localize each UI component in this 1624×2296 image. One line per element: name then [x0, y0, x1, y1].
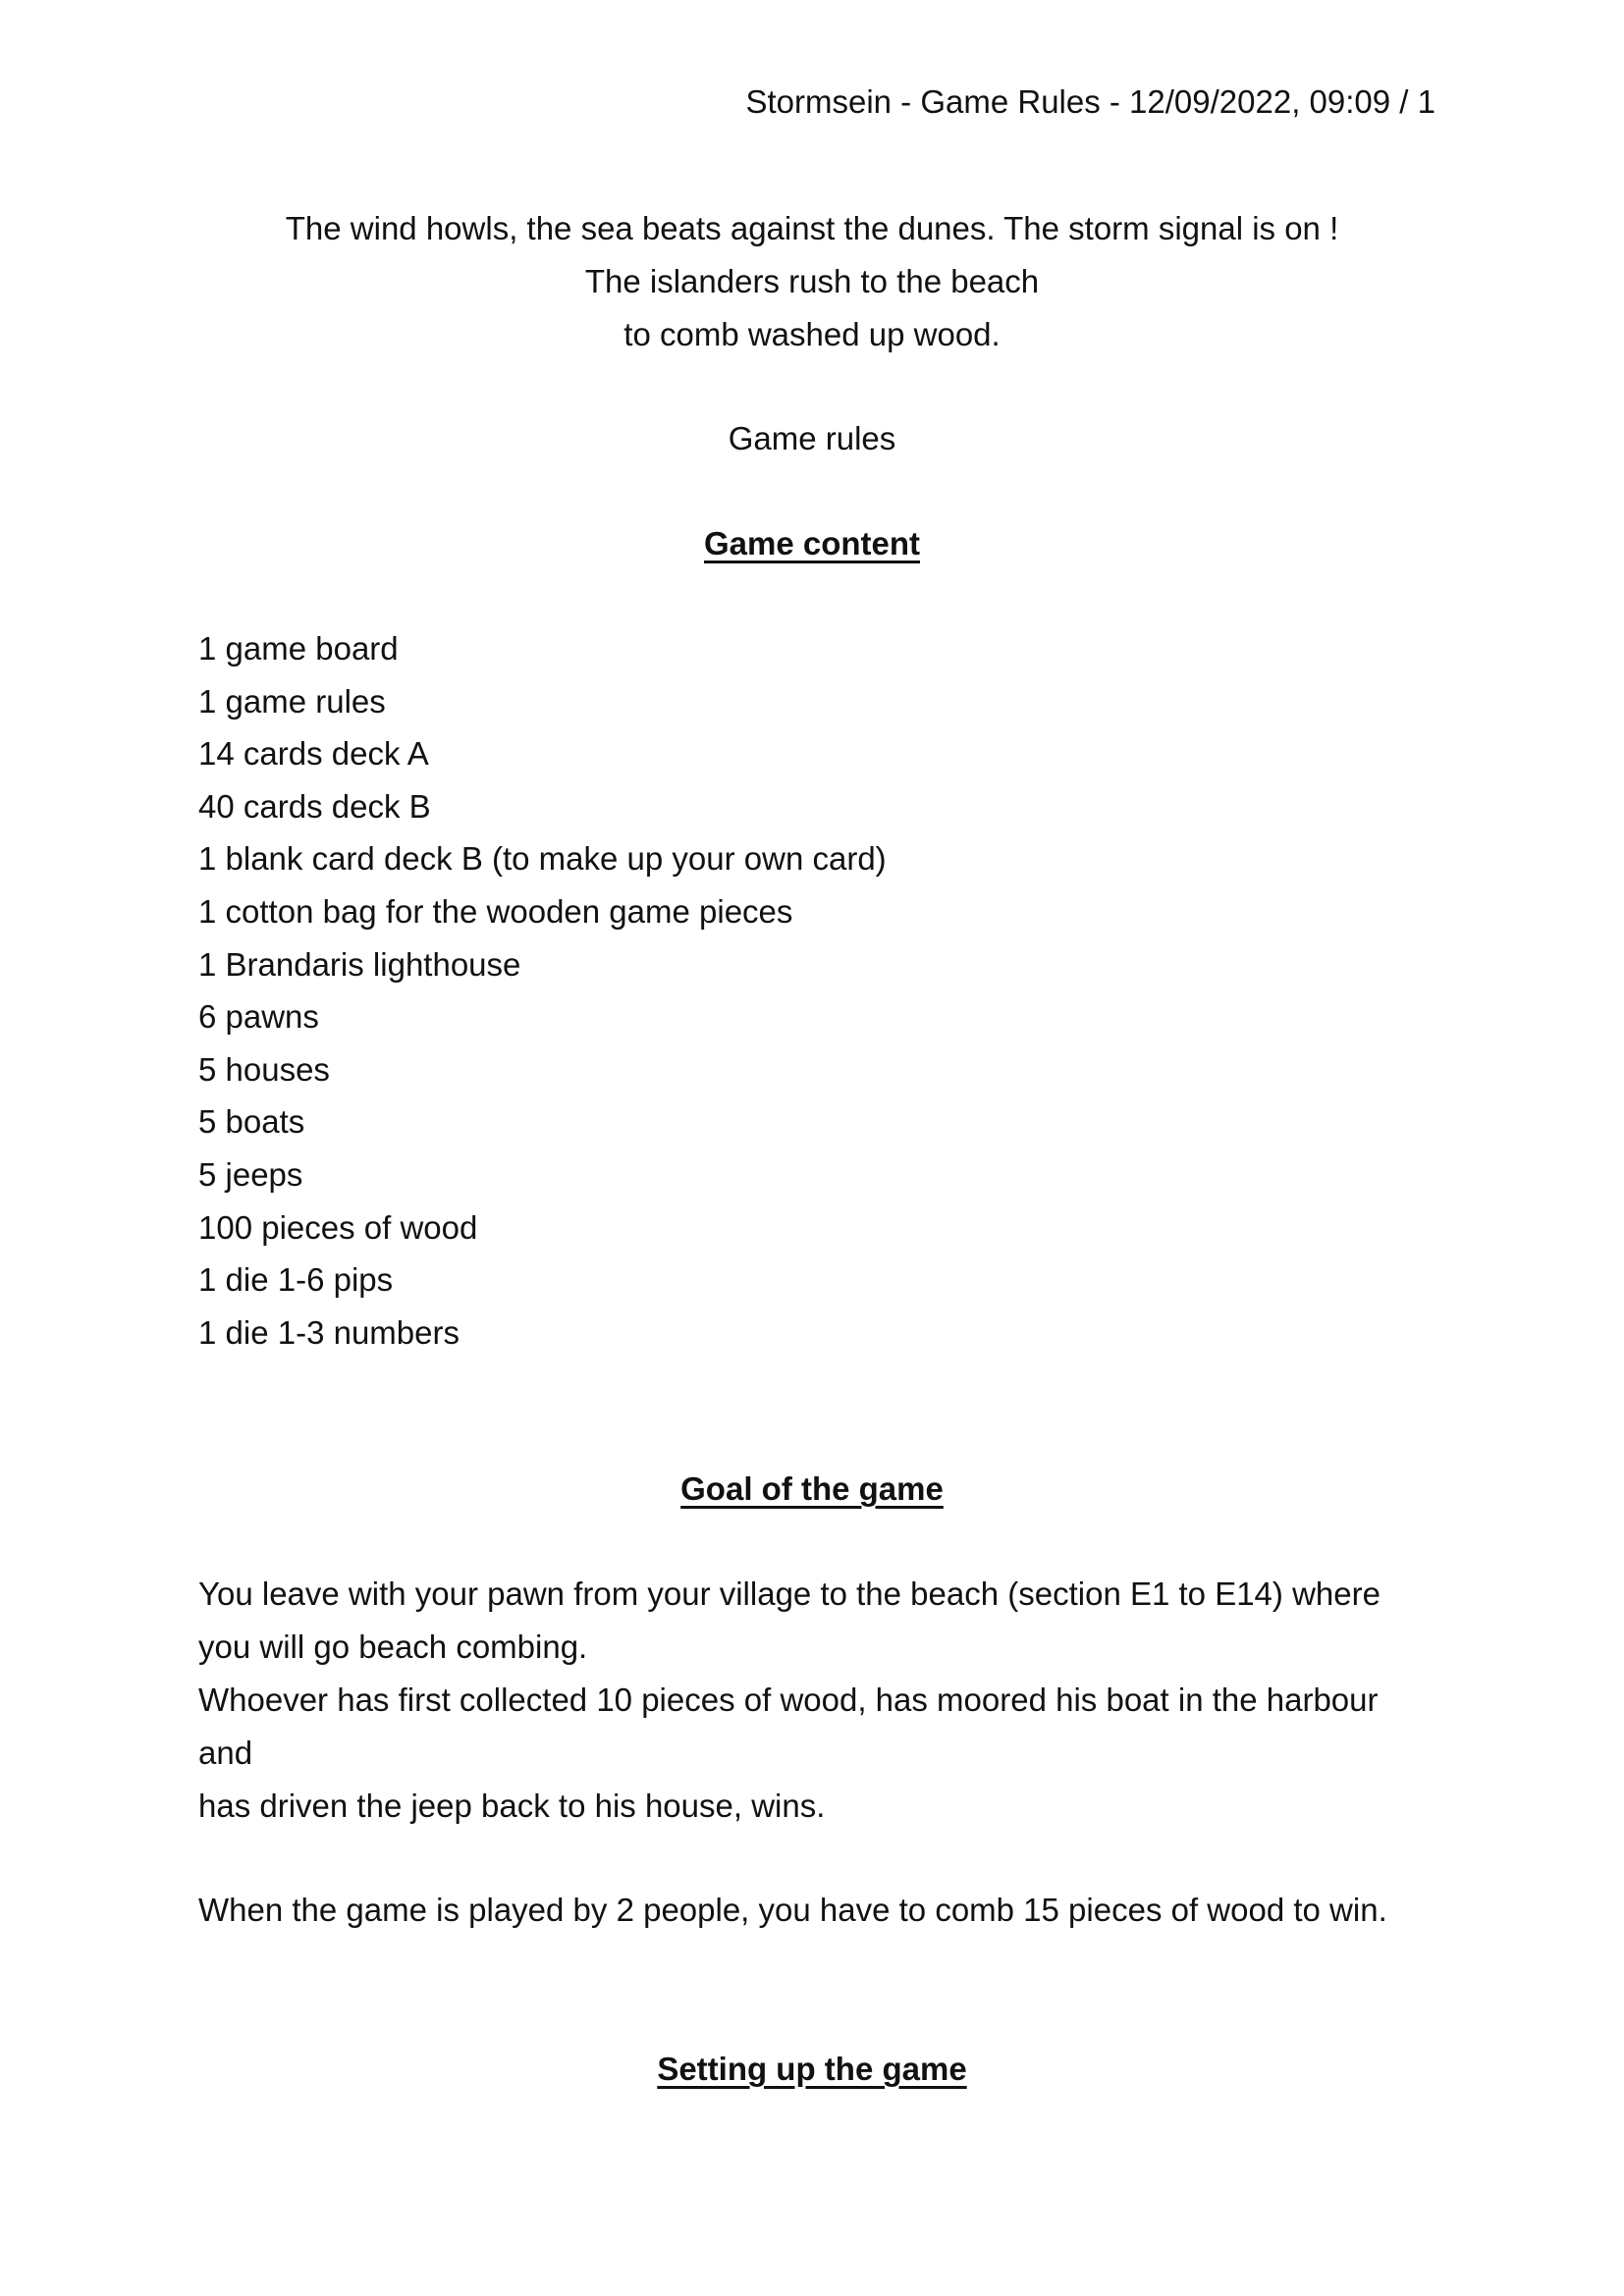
- page-header: Stormsein - Game Rules - 12/09/2022, 09:09 / 1: [745, 83, 1435, 120]
- game-content-list: [198, 622, 887, 1359]
- intro-line: The islanders rush to the beach: [584, 263, 1040, 299]
- heading-goal-of-the-game: Goal of the game: [680, 1470, 944, 1507]
- document-subtitle: Game rules: [728, 420, 896, 456]
- heading-setting-up-the-game: Setting up the game: [657, 2051, 967, 2087]
- list-item: 1 game board: [198, 630, 399, 667]
- intro-line: The wind howls, the sea beats against the dunes. The storm signal is on !: [285, 210, 1339, 246]
- heading-game-content: Game content: [703, 525, 921, 561]
- list-item: 5 boats: [198, 1103, 305, 1141]
- intro-text: [0, 202, 1624, 361]
- goal-paragraph: [198, 1568, 1445, 1833]
- goal-line: has driven the jeep back to his house, wins.: [198, 1788, 826, 1824]
- goal-line: Whoever has first collected 10 pieces of wood, has moored his boat in the harbour: [198, 1682, 1379, 1718]
- list-item: 1 game rules: [198, 682, 386, 720]
- list-item: 1 die 1-3 numbers: [198, 1313, 460, 1351]
- intro-line: to comb washed up wood.: [623, 316, 1001, 352]
- two-player-paragraph: When the game is played by 2 people, you have to comb 15 pieces of wood to win.: [198, 1892, 1387, 1928]
- list-item: 100 pieces of wood: [198, 1208, 478, 1246]
- list-item: 1 cotton bag for the wooden game pieces: [198, 892, 793, 930]
- list-item: 5 jeeps: [198, 1155, 303, 1193]
- list-item: 1 blank card deck B (to make up your own card): [198, 840, 887, 878]
- list-item: 1 die 1-6 pips: [198, 1261, 394, 1299]
- list-item: 40 cards deck B: [198, 787, 431, 825]
- goal-line: you will go beach combing.: [198, 1629, 588, 1665]
- goal-line: You leave with your pawn from your village to the beach (section E1 to E14) where: [198, 1575, 1380, 1612]
- list-item: 6 pawns: [198, 998, 319, 1036]
- goal-line: and: [198, 1735, 253, 1771]
- list-item: 1 Brandaris lighthouse: [198, 945, 521, 983]
- list-item: 14 cards deck A: [198, 735, 429, 773]
- list-item: 5 houses: [198, 1050, 330, 1088]
